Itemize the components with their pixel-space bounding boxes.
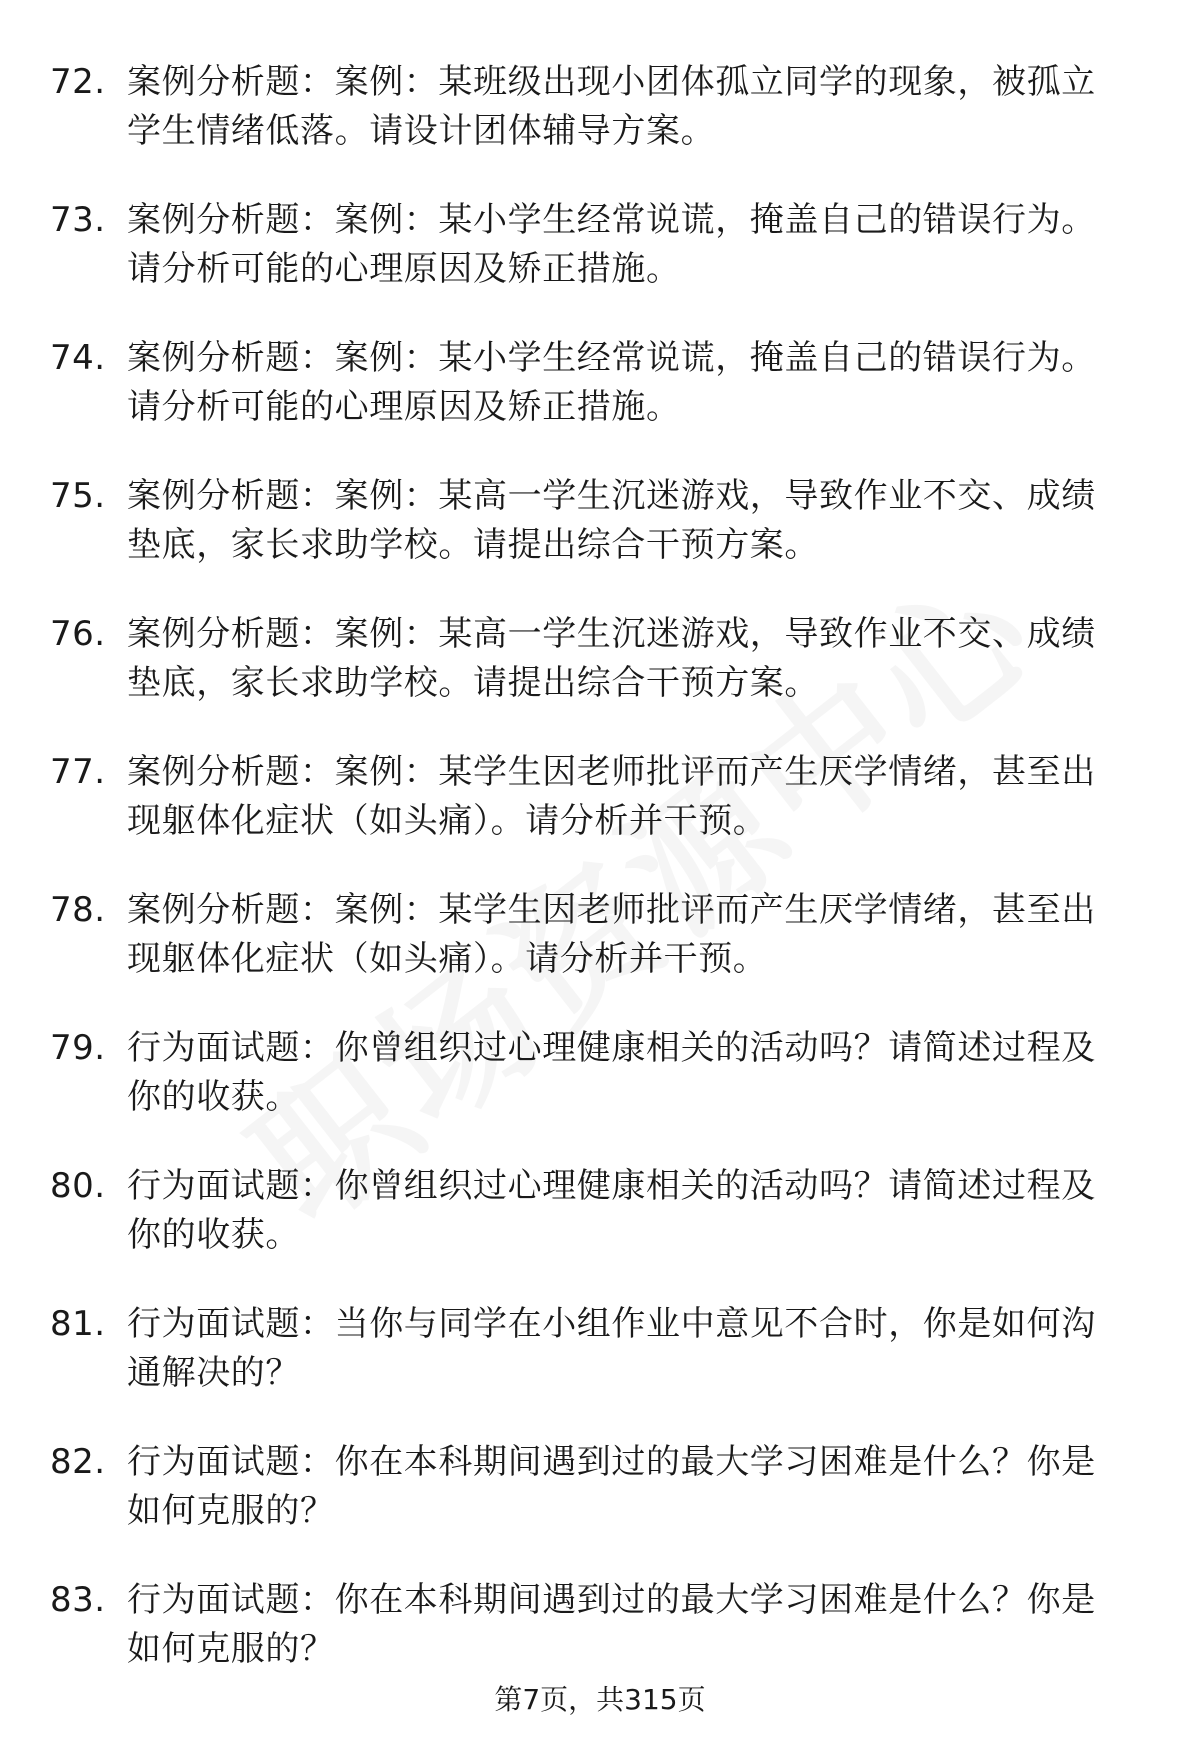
question-text: 行为面试题：你在本科期间遇到过的最大学习困难是什么？你是如何克服的？ [127, 1442, 1096, 1531]
question-number: 81. [50, 1304, 106, 1344]
page-number-footer: 第7页，共315页 [494, 1683, 706, 1716]
question-item [50, 1438, 1150, 1536]
question-list [50, 58, 1150, 1714]
question-number: 82. [50, 1442, 106, 1482]
question-number: 83. [50, 1580, 106, 1620]
question-text: 案例分析题：案例：某班级出现小团体孤立同学的现象，被孤立学生情绪低落。请设计团体辅导方案。 [127, 62, 1096, 151]
question-item [50, 334, 1150, 432]
question-text: 行为面试题：当你与同学在小组作业中意见不合时，你是如何沟通解决的？ [127, 1304, 1096, 1393]
question-item [50, 1576, 1150, 1674]
question-number: 73. [50, 200, 106, 240]
question-text: 案例分析题：案例：某学生因老师批评而产生厌学情绪，甚至出现躯体化症状（如头痛）。请分析并干预。 [127, 890, 1096, 979]
question-text: 案例分析题：案例：某小学生经常说谎，掩盖自己的错误行为。请分析可能的心理原因及矫正措施。 [127, 200, 1096, 289]
question-item [50, 1162, 1150, 1260]
question-item [50, 472, 1150, 570]
question-text: 案例分析题：案例：某高一学生沉迷游戏，导致作业不交、成绩垫底，家长求助学校。请提出综合干预方案。 [127, 476, 1096, 565]
question-number: 78. [50, 890, 106, 930]
question-number: 79. [50, 1028, 106, 1068]
question-number: 74. [50, 338, 106, 378]
question-text: 案例分析题：案例：某高一学生沉迷游戏，导致作业不交、成绩垫底，家长求助学校。请提出综合干预方案。 [127, 614, 1096, 703]
question-number: 76. [50, 614, 106, 654]
question-item [50, 610, 1150, 708]
question-text: 案例分析题：案例：某学生因老师批评而产生厌学情绪，甚至出现躯体化症状（如头痛）。请分析并干预。 [127, 752, 1096, 841]
question-text: 行为面试题：你曾组织过心理健康相关的活动吗？请简述过程及你的收获。 [127, 1166, 1096, 1255]
question-item [50, 1024, 1150, 1122]
question-number: 75. [50, 476, 106, 516]
question-text: 行为面试题：你曾组织过心理健康相关的活动吗？请简述过程及你的收获。 [127, 1028, 1096, 1117]
question-item [50, 58, 1150, 156]
question-text: 行为面试题：你在本科期间遇到过的最大学习困难是什么？你是如何克服的？ [127, 1580, 1096, 1669]
question-item [50, 196, 1150, 294]
question-item [50, 1300, 1150, 1398]
question-number: 72. [50, 62, 106, 102]
question-number: 77. [50, 752, 106, 792]
question-text: 案例分析题：案例：某小学生经常说谎，掩盖自己的错误行为。请分析可能的心理原因及矫正措施。 [127, 338, 1096, 427]
question-number: 80. [50, 1166, 106, 1206]
question-item [50, 886, 1150, 984]
question-item [50, 748, 1150, 846]
